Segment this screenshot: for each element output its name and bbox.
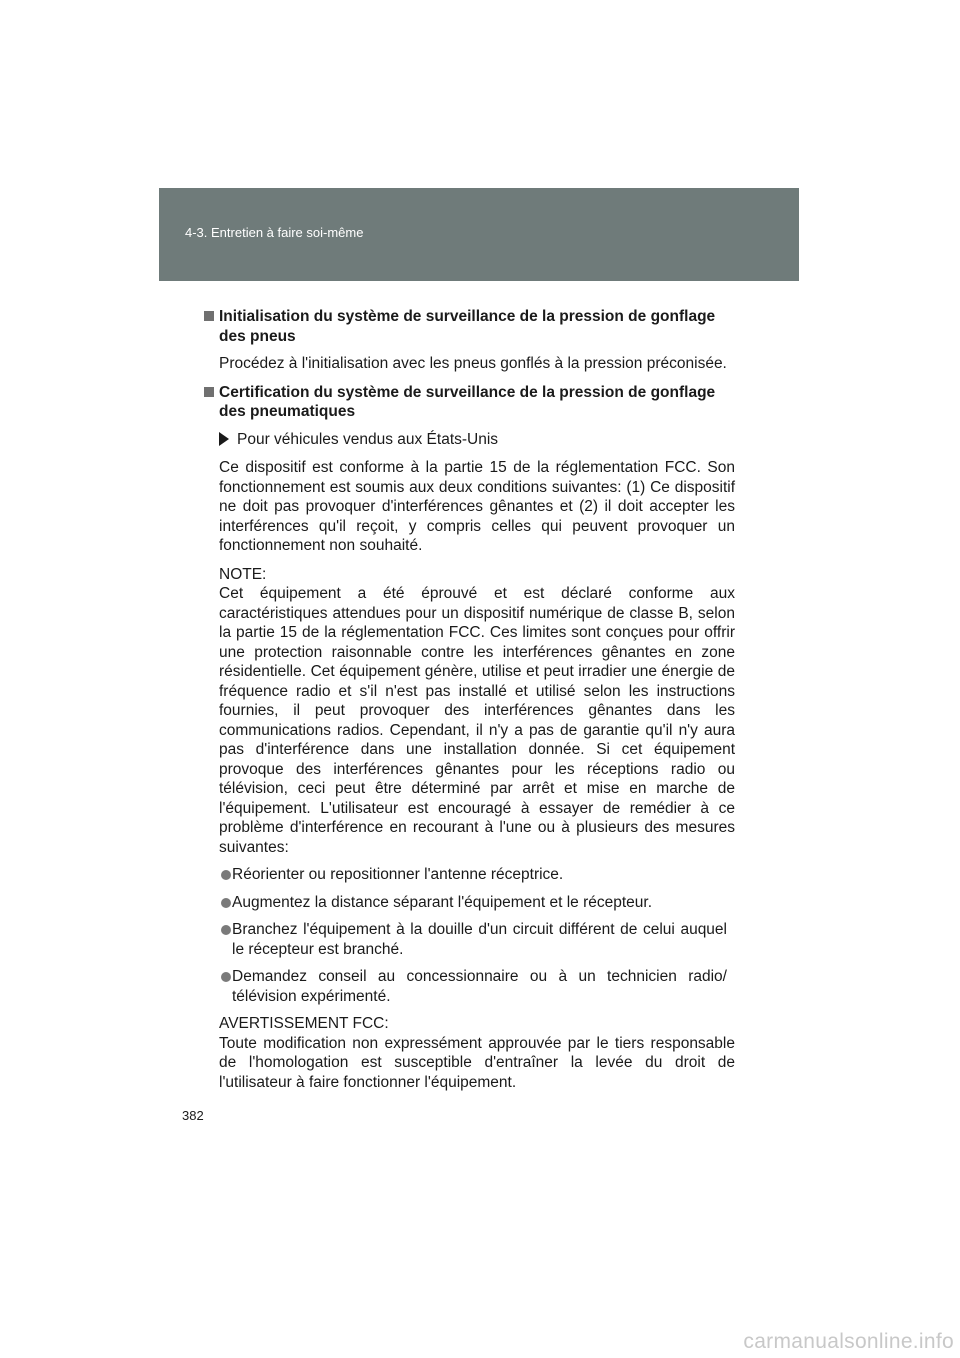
subheading [208,430,735,450]
list-item-text: Branchez l'équipement à la douille d'un circuit différent de celui auquel le récepteur est branché. [232,921,727,958]
section-heading-text: Initialisation du système de surveillance de la pression de gonflage des pneus [219,308,716,345]
subheading-text: Pour véhicules vendus aux États-Unis [237,430,499,448]
list-item-text: Augmentez la distance séparant l'équipement et le récepteur. [232,893,652,911]
paragraph: Ce dispositif est conforme à la partie 15 de la réglementation FCC. Son fonctionnement est soumis aux deux conditions suivantes: (1) Ce dispositif ne doit pas provoquer d'interférences gênantes et (2) il doit accepter les interférences qu'il reçoit, y compris celles qui peuvent provoquer un fonctionnement non souhaité. [219,459,735,554]
circle-bullet-icon [221,925,231,935]
page-content [208,307,735,1092]
section-heading-text: Certification du système de surveillance de la pression de gonflage des pneumatiques [219,383,716,420]
note-label: NOTE: [219,565,267,583]
list-item [208,920,735,959]
paragraph: Procédez à l'initialisation avec les pneus gonflés à la pression préconisée. [219,355,727,372]
list-item [208,967,735,1006]
square-bullet-icon [204,387,214,397]
circle-bullet-icon [221,870,231,880]
list-item-text: Réorienter ou repositionner l'antenne réceptrice. [232,866,564,883]
circle-bullet-icon [221,898,231,908]
section-title: 4-3. Entretien à faire soi-même [185,225,364,240]
warning-label: AVERTISSEMENT FCC: [219,1015,389,1032]
section-heading [208,383,735,422]
triangle-arrow-icon [219,432,229,446]
note-text: Cet équipement a été éprouvé et est déclaré conforme aux caractéristiques attendues pour un dispositif numérique de classe B, selon la partie 15 de la réglementation FCC. Ces limites sont conçues pour offrir une protection raisonnable contre les interférences gênantes en zone résidentielle. Cet équipement génère, utilise et peut irradier une énergie de fréquence radio et s'il n'est pas installé et utilisé selon les instructions fournies, il peut provoquer des interférences gênantes dans les communications radios. Cependant, il n'y a pas de garantie qu'il n'y aura pas d'interférence dans une installation donnée. Si cet équipement provoque des interférences gênantes pour les réceptions radio ou télévision, ceci peut être déterminé par arrêt et mise en marche de l'équipement. L'utilisateur est encouragé à essayer de remédier à ce problème d'interférence en recourant à l'une ou à plusieurs des mesures suivantes: [219,585,735,856]
watermark: carmanualsonline.info [743,1330,954,1353]
warning-text: Toute modification non expressément approuvée par le tiers responsable de l'homologation est susceptible d'entraîner la levée du droit de l'utilisateur à faire fonctionner l'équipement. [219,1034,735,1091]
circle-bullet-icon [221,972,231,982]
header-band [159,188,799,281]
list-item [208,865,735,885]
list-item-text: Demandez conseil au concessionnaire ou à un technicien radio/ télévision expérimenté. [232,968,727,1005]
list-item [208,893,735,913]
page-number: 382 [182,1108,204,1123]
square-bullet-icon [204,311,214,321]
section-heading [208,307,735,346]
